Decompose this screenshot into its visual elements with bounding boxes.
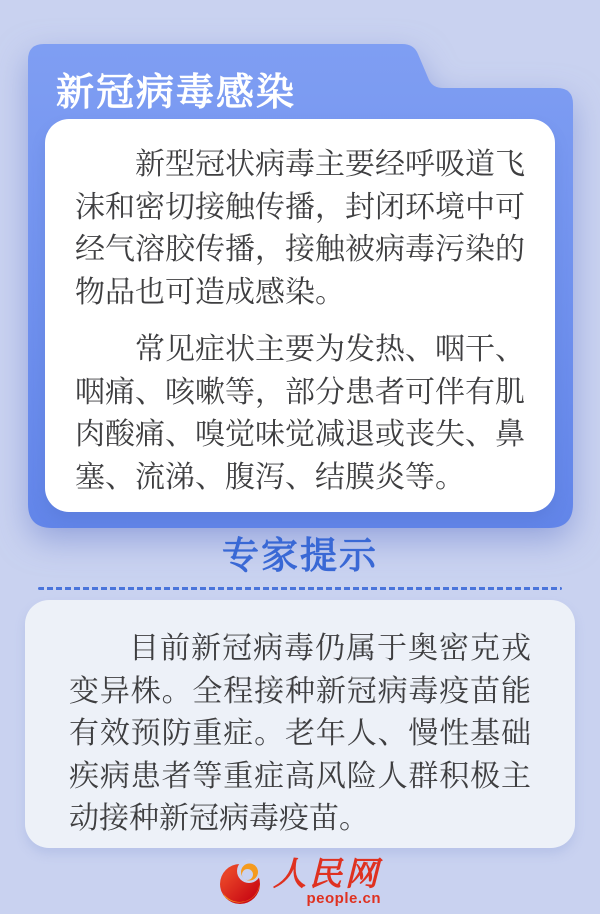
people-cn-logo-icon (219, 857, 266, 907)
section-title: 新冠病毒感染 (56, 70, 297, 114)
paragraph-expert-advice: 目前新冠病毒仍属于奥密克戎变异株。全程接种新冠病毒疫苗能有效预防重症。老年人、慢性基础疾病患者等重症高风险人群积极主动接种新冠病毒疫苗。 (69, 631, 531, 836)
info-card (45, 119, 555, 512)
brand-name-english: people.cn (306, 890, 381, 907)
footer-brand (0, 854, 600, 910)
brand-text-block (273, 854, 381, 907)
paragraph-transmission: 新型冠状病毒主要经呼吸道飞沫和密切接触传播，封闭环境中可经气溶胶传播，接触被病毒污染的物品也可造成感染。 (75, 147, 525, 310)
dashed-divider (38, 587, 562, 590)
expert-tips-title: 专家提示 (222, 534, 378, 577)
paragraph-symptoms: 常见症状主要为发热、咽干、咽痛、咳嗽等，部分患者可伴有肌肉酸痛、嗅觉味觉减退或丧失、鼻塞、流涕、腹泻、结膜炎等。 (75, 332, 525, 495)
expert-card (25, 600, 575, 848)
brand-name-chinese: 人民网 (273, 854, 381, 893)
